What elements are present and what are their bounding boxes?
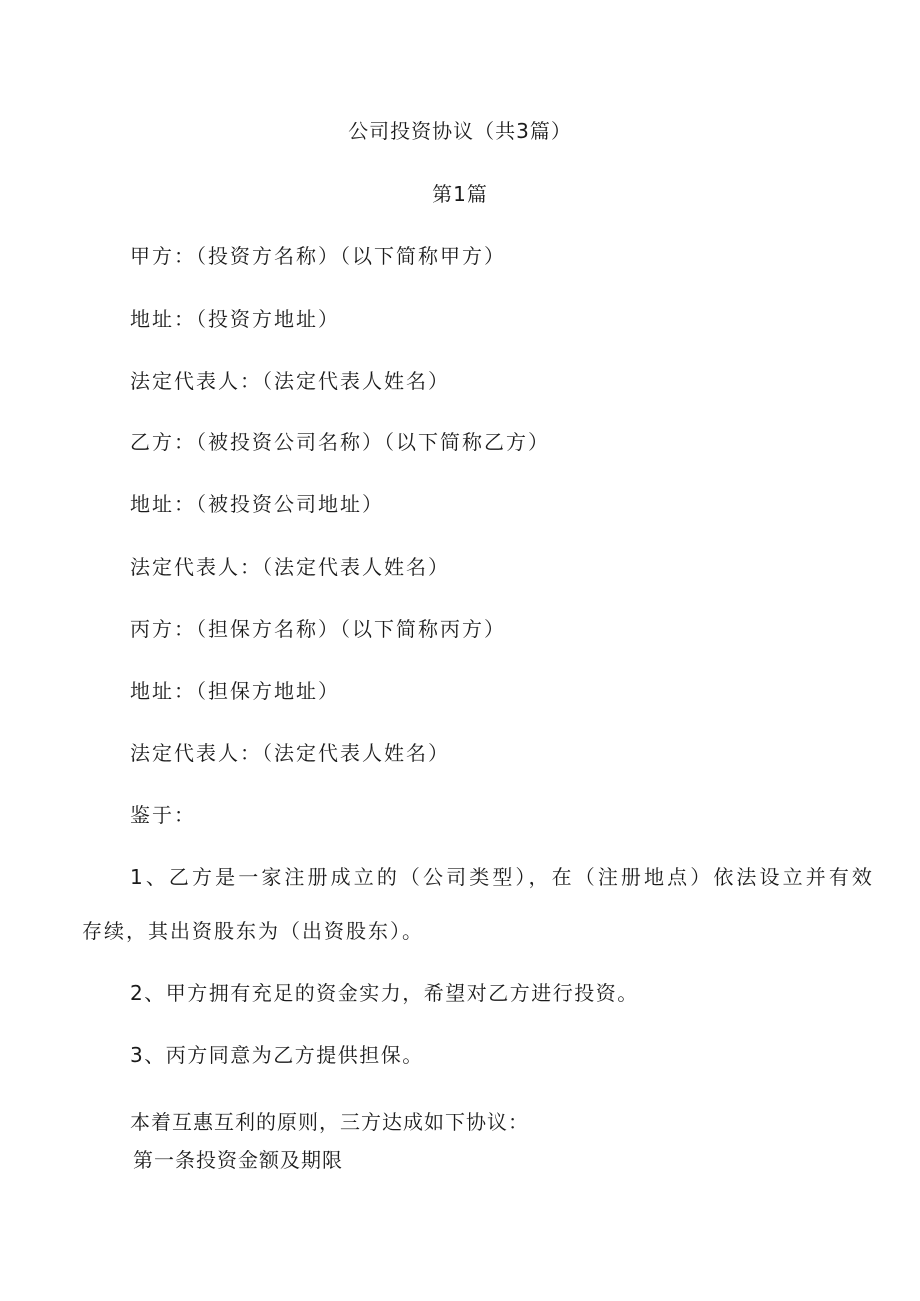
recital-3: 3、丙方同意为乙方提供担保。 [130, 1043, 424, 1067]
recital-2: 2、甲方拥有充足的资金实力，希望对乙方进行投资。 [130, 981, 639, 1005]
party-c-name: 丙方：（担保方名称）（以下简称丙方） [130, 617, 506, 641]
party-a-representative: 法定代表人：（法定代表人姓名） [130, 369, 450, 393]
recital-1-line-2: 存续，其出资股东为（出资股东）。 [82, 919, 424, 943]
article-1-heading: 第一条投资金额及期限 [133, 1148, 343, 1172]
party-b-address: 地址：（被投资公司地址） [130, 492, 384, 516]
recital-1-line-1: 1、乙方是一家注册成立的（公司类型），在（注册地点）依法设立并有效 [130, 865, 876, 889]
document-subtitle: 第1篇 [432, 182, 488, 206]
agreement-intro: 本着互惠互利的原则，三方达成如下协议： [130, 1110, 529, 1134]
whereas-label: 鉴于： [130, 803, 196, 827]
party-a-address: 地址：（投资方地址） [130, 307, 340, 331]
party-b-name: 乙方：（被投资公司名称）（以下简称乙方） [130, 430, 550, 454]
document-title: 公司投资协议（共3篇） [348, 119, 572, 143]
party-b-representative: 法定代表人：（法定代表人姓名） [130, 555, 450, 579]
party-c-representative: 法定代表人：（法定代表人姓名） [130, 741, 450, 765]
party-a-name: 甲方：（投资方名称）（以下简称甲方） [130, 244, 506, 268]
party-c-address: 地址：（担保方地址） [130, 679, 340, 703]
